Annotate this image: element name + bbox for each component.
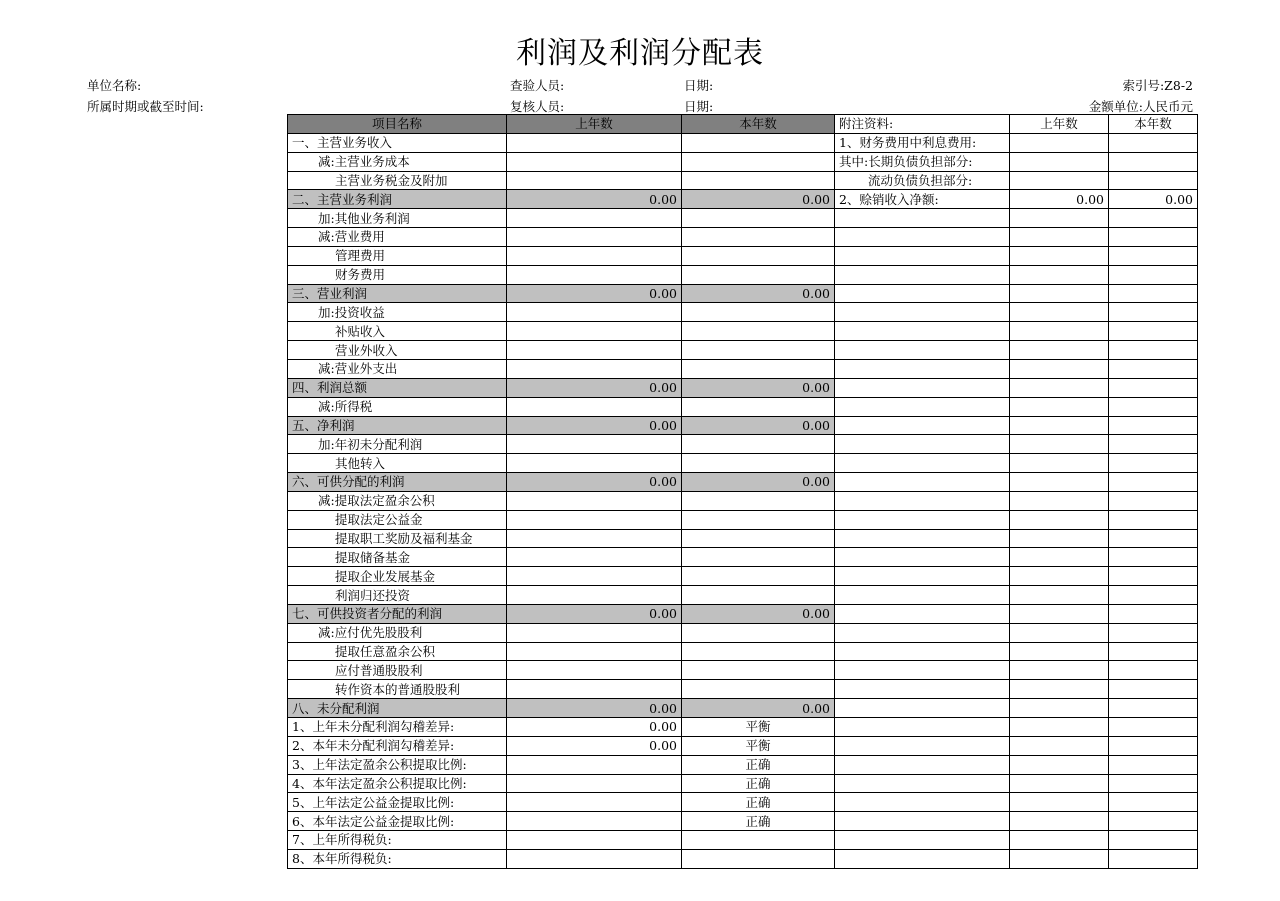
table-row: [288, 416, 1198, 435]
note-this-year-cell[interactable]: [1109, 378, 1198, 397]
table-row: [288, 322, 1198, 341]
table-row: [288, 246, 1198, 265]
table-row: [288, 849, 1198, 868]
prev-year-cell[interactable]: 0.00: [507, 604, 682, 623]
this-year-cell[interactable]: [682, 359, 835, 378]
note-this-year-cell[interactable]: [1109, 454, 1198, 473]
note-this-year-cell[interactable]: [1109, 849, 1198, 868]
note-this-year-cell[interactable]: [1109, 171, 1198, 190]
item-name-cell: 减:营业外支出: [288, 359, 507, 378]
item-name-cell: 加:投资收益: [288, 303, 507, 322]
note-item-cell: [835, 510, 1010, 529]
table-row: [288, 510, 1198, 529]
note-this-year-cell[interactable]: [1109, 642, 1198, 661]
prev-year-cell[interactable]: [507, 303, 682, 322]
item-name-cell: 五、净利润: [288, 416, 507, 435]
table-row: [288, 736, 1198, 755]
note-item-cell: [835, 529, 1010, 548]
note-this-year-cell[interactable]: [1109, 152, 1198, 171]
this-year-cell[interactable]: [682, 322, 835, 341]
this-year-cell[interactable]: [682, 849, 835, 868]
note-prev-year-cell[interactable]: [1010, 341, 1109, 360]
table-row: [288, 133, 1198, 152]
note-item-cell: [835, 322, 1010, 341]
note-prev-year-cell[interactable]: [1010, 718, 1109, 737]
item-name-cell: 营业外收入: [288, 341, 507, 360]
prev-year-cell[interactable]: [507, 680, 682, 699]
this-year-cell[interactable]: [682, 152, 835, 171]
prev-year-cell[interactable]: [507, 454, 682, 473]
table-row: [288, 473, 1198, 492]
prev-year-cell[interactable]: 0.00: [507, 699, 682, 718]
note-item-cell: [835, 849, 1010, 868]
note-this-year-cell[interactable]: [1109, 322, 1198, 341]
item-name-cell: 应付普通股股利: [288, 661, 507, 680]
period-label: 所属时期或截至时间:: [87, 99, 204, 114]
this-year-cell[interactable]: 0.00: [682, 473, 835, 492]
prev-year-cell[interactable]: [507, 265, 682, 284]
note-prev-year-cell[interactable]: [1010, 699, 1109, 718]
note-item-cell: [835, 473, 1010, 492]
this-year-cell[interactable]: [682, 680, 835, 699]
note-prev-year-cell[interactable]: [1010, 152, 1109, 171]
note-prev-year-cell[interactable]: 0.00: [1010, 190, 1109, 209]
note-prev-year-cell[interactable]: [1010, 454, 1109, 473]
index-number: 索引号:Z8-2: [1122, 78, 1193, 93]
col-header-notes-prev: 上年数: [1010, 115, 1109, 134]
prev-year-cell[interactable]: [507, 322, 682, 341]
item-name-cell: 3、上年法定盈余公积提取比例:: [288, 755, 507, 774]
date-label-1: 日期:: [684, 78, 714, 93]
note-this-year-cell[interactable]: [1109, 491, 1198, 510]
note-item-cell: [835, 661, 1010, 680]
note-this-year-cell[interactable]: [1109, 586, 1198, 605]
note-item-cell: 2、赊销收入净额:: [835, 190, 1010, 209]
this-year-cell[interactable]: [682, 454, 835, 473]
note-this-year-cell[interactable]: [1109, 473, 1198, 492]
this-year-cell[interactable]: 0.00: [682, 604, 835, 623]
note-item-cell: [835, 793, 1010, 812]
table-row: [288, 359, 1198, 378]
note-item-cell: [835, 341, 1010, 360]
note-prev-year-cell[interactable]: [1010, 567, 1109, 586]
prev-year-cell[interactable]: [507, 849, 682, 868]
table-row: [288, 284, 1198, 303]
note-item-cell: [835, 680, 1010, 699]
note-prev-year-cell[interactable]: [1010, 586, 1109, 605]
table-row: [288, 378, 1198, 397]
this-year-cell[interactable]: [682, 586, 835, 605]
prev-year-cell[interactable]: 0.00: [507, 718, 682, 737]
note-item-cell: 其中:长期负债负担部分:: [835, 152, 1010, 171]
table-row: [288, 435, 1198, 454]
note-this-year-cell[interactable]: [1109, 793, 1198, 812]
note-prev-year-cell[interactable]: [1010, 209, 1109, 228]
this-year-cell[interactable]: [682, 548, 835, 567]
note-item-cell: [835, 586, 1010, 605]
header-row: [288, 115, 1198, 134]
note-prev-year-cell[interactable]: [1010, 548, 1109, 567]
prev-year-cell[interactable]: [507, 359, 682, 378]
note-item-cell: 流动负债负担部分:: [835, 171, 1010, 190]
item-name-cell: 三、营业利润: [288, 284, 507, 303]
note-this-year-cell[interactable]: [1109, 718, 1198, 737]
prev-year-cell[interactable]: 0.00: [507, 284, 682, 303]
note-prev-year-cell[interactable]: [1010, 604, 1109, 623]
this-year-cell[interactable]: 正确: [682, 793, 835, 812]
this-year-cell[interactable]: 平衡: [682, 736, 835, 755]
prev-year-cell[interactable]: 0.00: [507, 378, 682, 397]
item-name-cell: 补贴收入: [288, 322, 507, 341]
note-this-year-cell[interactable]: [1109, 209, 1198, 228]
prev-year-cell[interactable]: [507, 661, 682, 680]
note-item-cell: [835, 567, 1010, 586]
note-this-year-cell[interactable]: [1109, 359, 1198, 378]
prev-year-cell[interactable]: [507, 209, 682, 228]
item-name-cell: 加:年初未分配利润: [288, 435, 507, 454]
prev-year-cell[interactable]: [507, 831, 682, 850]
table-row: [288, 567, 1198, 586]
item-name-cell: 减:应付优先股股利: [288, 623, 507, 642]
note-this-year-cell[interactable]: [1109, 341, 1198, 360]
table-row: [288, 152, 1198, 171]
item-name-cell: 八、未分配利润: [288, 699, 507, 718]
this-year-cell[interactable]: [682, 171, 835, 190]
col-header-notes: 附注资料:: [835, 115, 1010, 134]
note-item-cell: 1、财务费用中利息费用:: [835, 133, 1010, 152]
note-prev-year-cell[interactable]: [1010, 359, 1109, 378]
note-prev-year-cell[interactable]: [1010, 378, 1109, 397]
item-name-cell: 其他转入: [288, 454, 507, 473]
this-year-cell[interactable]: [682, 228, 835, 247]
table-row: [288, 831, 1198, 850]
col-header-prev-year: 上年数: [507, 115, 682, 134]
prev-year-cell[interactable]: [507, 246, 682, 265]
note-this-year-cell[interactable]: [1109, 812, 1198, 831]
this-year-cell[interactable]: [682, 642, 835, 661]
note-this-year-cell[interactable]: [1109, 831, 1198, 850]
note-item-cell: [835, 303, 1010, 322]
item-name-cell: 减:营业费用: [288, 228, 507, 247]
item-name-cell: 提取企业发展基金: [288, 567, 507, 586]
this-year-cell[interactable]: 0.00: [682, 378, 835, 397]
item-name-cell: 5、上年法定公益金提取比例:: [288, 793, 507, 812]
table-row: [288, 171, 1198, 190]
note-prev-year-cell[interactable]: [1010, 529, 1109, 548]
note-prev-year-cell[interactable]: [1010, 284, 1109, 303]
note-this-year-cell[interactable]: [1109, 510, 1198, 529]
table-row: [288, 303, 1198, 322]
table-row: [288, 265, 1198, 284]
note-prev-year-cell[interactable]: [1010, 774, 1109, 793]
item-name-cell: 2、本年未分配利润勾稽差异:: [288, 736, 507, 755]
this-year-cell[interactable]: 正确: [682, 812, 835, 831]
note-this-year-cell[interactable]: [1109, 548, 1198, 567]
note-prev-year-cell[interactable]: [1010, 473, 1109, 492]
note-prev-year-cell[interactable]: [1010, 812, 1109, 831]
note-item-cell: [835, 699, 1010, 718]
table-row: [288, 341, 1198, 360]
this-year-cell[interactable]: [682, 397, 835, 416]
note-item-cell: [835, 284, 1010, 303]
note-item-cell: [835, 435, 1010, 454]
note-this-year-cell[interactable]: 0.00: [1109, 190, 1198, 209]
note-item-cell: [835, 378, 1010, 397]
note-item-cell: [835, 812, 1010, 831]
item-name-cell: 减:提取法定盈余公积: [288, 491, 507, 510]
item-name-cell: 提取职工奖励及福利基金: [288, 529, 507, 548]
note-this-year-cell[interactable]: [1109, 529, 1198, 548]
this-year-cell[interactable]: [682, 435, 835, 454]
note-this-year-cell[interactable]: [1109, 774, 1198, 793]
note-this-year-cell[interactable]: [1109, 755, 1198, 774]
note-this-year-cell[interactable]: [1109, 265, 1198, 284]
prev-year-cell[interactable]: [507, 529, 682, 548]
note-item-cell: [835, 265, 1010, 284]
note-item-cell: [835, 755, 1010, 774]
prev-year-cell[interactable]: 0.00: [507, 190, 682, 209]
table-row: [288, 661, 1198, 680]
this-year-cell[interactable]: [682, 246, 835, 265]
note-prev-year-cell[interactable]: [1010, 416, 1109, 435]
prev-year-cell[interactable]: 0.00: [507, 416, 682, 435]
table-row: [288, 774, 1198, 793]
table-row: [288, 604, 1198, 623]
item-name-cell: 利润归还投资: [288, 586, 507, 605]
prev-year-cell[interactable]: [507, 491, 682, 510]
table-row: [288, 190, 1198, 209]
note-item-cell: [835, 736, 1010, 755]
note-prev-year-cell[interactable]: [1010, 171, 1109, 190]
this-year-cell[interactable]: [682, 265, 835, 284]
note-this-year-cell[interactable]: [1109, 416, 1198, 435]
this-year-cell[interactable]: [682, 510, 835, 529]
note-prev-year-cell[interactable]: [1010, 623, 1109, 642]
table-row: [288, 680, 1198, 699]
this-year-cell[interactable]: 0.00: [682, 416, 835, 435]
col-header-this-year: 本年数: [682, 115, 835, 134]
note-item-cell: [835, 718, 1010, 737]
item-name-cell: 减:所得税: [288, 397, 507, 416]
date-label-2: 日期:: [684, 99, 714, 114]
note-this-year-cell[interactable]: [1109, 699, 1198, 718]
item-name-cell: 六、可供分配的利润: [288, 473, 507, 492]
item-name-cell: 管理费用: [288, 246, 507, 265]
this-year-cell[interactable]: [682, 209, 835, 228]
note-item-cell: [835, 397, 1010, 416]
note-item-cell: [835, 209, 1010, 228]
item-name-cell: 7、上年所得税负:: [288, 831, 507, 850]
this-year-cell[interactable]: [682, 491, 835, 510]
prev-year-cell[interactable]: [507, 510, 682, 529]
item-name-cell: 四、利润总额: [288, 378, 507, 397]
col-header-notes-this: 本年数: [1109, 115, 1198, 134]
note-item-cell: [835, 491, 1010, 510]
note-this-year-cell[interactable]: [1109, 661, 1198, 680]
prev-year-cell[interactable]: [507, 152, 682, 171]
prev-year-cell[interactable]: [507, 341, 682, 360]
this-year-cell[interactable]: [682, 567, 835, 586]
unit-name-label: 单位名称:: [87, 78, 142, 93]
item-name-cell: 财务费用: [288, 265, 507, 284]
note-this-year-cell[interactable]: [1109, 623, 1198, 642]
prev-year-cell[interactable]: [507, 586, 682, 605]
item-name-cell: 减:主营业务成本: [288, 152, 507, 171]
item-name-cell: 二、主营业务利润: [288, 190, 507, 209]
prev-year-cell[interactable]: 0.00: [507, 473, 682, 492]
note-this-year-cell[interactable]: [1109, 604, 1198, 623]
this-year-cell[interactable]: 正确: [682, 774, 835, 793]
note-this-year-cell[interactable]: [1109, 680, 1198, 699]
note-item-cell: [835, 642, 1010, 661]
note-prev-year-cell[interactable]: [1010, 755, 1109, 774]
table-row: [288, 529, 1198, 548]
note-this-year-cell[interactable]: [1109, 435, 1198, 454]
this-year-cell[interactable]: 0.00: [682, 699, 835, 718]
this-year-cell[interactable]: [682, 661, 835, 680]
note-prev-year-cell[interactable]: [1010, 849, 1109, 868]
note-item-cell: [835, 831, 1010, 850]
table-row: [288, 793, 1198, 812]
table-row: [288, 228, 1198, 247]
note-item-cell: [835, 604, 1010, 623]
prev-year-cell[interactable]: [507, 642, 682, 661]
this-year-cell[interactable]: 正确: [682, 755, 835, 774]
note-item-cell: [835, 774, 1010, 793]
table-row: [288, 718, 1198, 737]
prev-year-cell[interactable]: [507, 755, 682, 774]
note-prev-year-cell[interactable]: [1010, 510, 1109, 529]
note-item-cell: [835, 359, 1010, 378]
reviewer-label: 复核人员:: [510, 99, 565, 114]
note-this-year-cell[interactable]: [1109, 284, 1198, 303]
prev-year-cell[interactable]: [507, 774, 682, 793]
this-year-cell[interactable]: [682, 831, 835, 850]
note-prev-year-cell[interactable]: [1010, 322, 1109, 341]
note-prev-year-cell[interactable]: [1010, 680, 1109, 699]
this-year-cell[interactable]: [682, 341, 835, 360]
note-prev-year-cell[interactable]: [1010, 491, 1109, 510]
table-row: [288, 623, 1198, 642]
prev-year-cell[interactable]: [507, 171, 682, 190]
item-name-cell: 6、本年法定公益金提取比例:: [288, 812, 507, 831]
this-year-cell[interactable]: [682, 303, 835, 322]
note-prev-year-cell[interactable]: [1010, 435, 1109, 454]
note-this-year-cell[interactable]: [1109, 567, 1198, 586]
note-prev-year-cell[interactable]: [1010, 133, 1109, 152]
table-row: [288, 397, 1198, 416]
this-year-cell[interactable]: 0.00: [682, 190, 835, 209]
item-name-cell: 4、本年法定盈余公积提取比例:: [288, 774, 507, 793]
note-prev-year-cell[interactable]: [1010, 793, 1109, 812]
note-item-cell: [835, 416, 1010, 435]
table-row: [288, 642, 1198, 661]
item-name-cell: 七、可供投资者分配的利润: [288, 604, 507, 623]
prev-year-cell[interactable]: 0.00: [507, 736, 682, 755]
note-prev-year-cell[interactable]: [1010, 642, 1109, 661]
profit-distribution-table: [287, 114, 1198, 869]
note-item-cell: [835, 246, 1010, 265]
table-row: [288, 755, 1198, 774]
note-prev-year-cell[interactable]: [1010, 246, 1109, 265]
note-prev-year-cell[interactable]: [1010, 397, 1109, 416]
note-prev-year-cell[interactable]: [1010, 303, 1109, 322]
note-prev-year-cell[interactable]: [1010, 228, 1109, 247]
table-row: [288, 812, 1198, 831]
this-year-cell[interactable]: [682, 623, 835, 642]
item-name-cell: 一、主营业务收入: [288, 133, 507, 152]
item-name-cell: 转作资本的普通股股利: [288, 680, 507, 699]
prev-year-cell[interactable]: [507, 435, 682, 454]
note-item-cell: [835, 623, 1010, 642]
note-this-year-cell[interactable]: [1109, 303, 1198, 322]
prev-year-cell[interactable]: [507, 548, 682, 567]
note-this-year-cell[interactable]: [1109, 246, 1198, 265]
note-this-year-cell[interactable]: [1109, 133, 1198, 152]
note-this-year-cell[interactable]: [1109, 397, 1198, 416]
item-name-cell: 1、上年未分配利润勾稽差异:: [288, 718, 507, 737]
table-row: [288, 548, 1198, 567]
this-year-cell[interactable]: [682, 133, 835, 152]
prev-year-cell[interactable]: [507, 397, 682, 416]
table-row: [288, 209, 1198, 228]
this-year-cell[interactable]: 平衡: [682, 718, 835, 737]
checker-label: 查验人员:: [510, 78, 565, 93]
note-prev-year-cell[interactable]: [1010, 661, 1109, 680]
note-prev-year-cell[interactable]: [1010, 736, 1109, 755]
note-item-cell: [835, 228, 1010, 247]
item-name-cell: 8、本年所得税负:: [288, 849, 507, 868]
this-year-cell[interactable]: 0.00: [682, 284, 835, 303]
note-item-cell: [835, 548, 1010, 567]
prev-year-cell[interactable]: [507, 793, 682, 812]
this-year-cell[interactable]: [682, 529, 835, 548]
note-item-cell: [835, 454, 1010, 473]
item-name-cell: 提取法定公益金: [288, 510, 507, 529]
table-row: [288, 699, 1198, 718]
prev-year-cell[interactable]: [507, 812, 682, 831]
page-title: 利润及利润分配表: [516, 36, 764, 71]
table-row: [288, 454, 1198, 473]
prev-year-cell[interactable]: [507, 133, 682, 152]
prev-year-cell[interactable]: [507, 567, 682, 586]
note-prev-year-cell[interactable]: [1010, 831, 1109, 850]
item-name-cell: 加:其他业务利润: [288, 209, 507, 228]
table-row: [288, 491, 1198, 510]
note-prev-year-cell[interactable]: [1010, 265, 1109, 284]
note-this-year-cell[interactable]: [1109, 736, 1198, 755]
currency-unit: 金额单位:人民币元: [1088, 99, 1193, 114]
col-header-item: 项目名称: [288, 115, 507, 134]
item-name-cell: 提取储备基金: [288, 548, 507, 567]
item-name-cell: 主营业务税金及附加: [288, 171, 507, 190]
note-this-year-cell[interactable]: [1109, 228, 1198, 247]
prev-year-cell[interactable]: [507, 623, 682, 642]
table-row: [288, 586, 1198, 605]
item-name-cell: 提取任意盈余公积: [288, 642, 507, 661]
prev-year-cell[interactable]: [507, 228, 682, 247]
